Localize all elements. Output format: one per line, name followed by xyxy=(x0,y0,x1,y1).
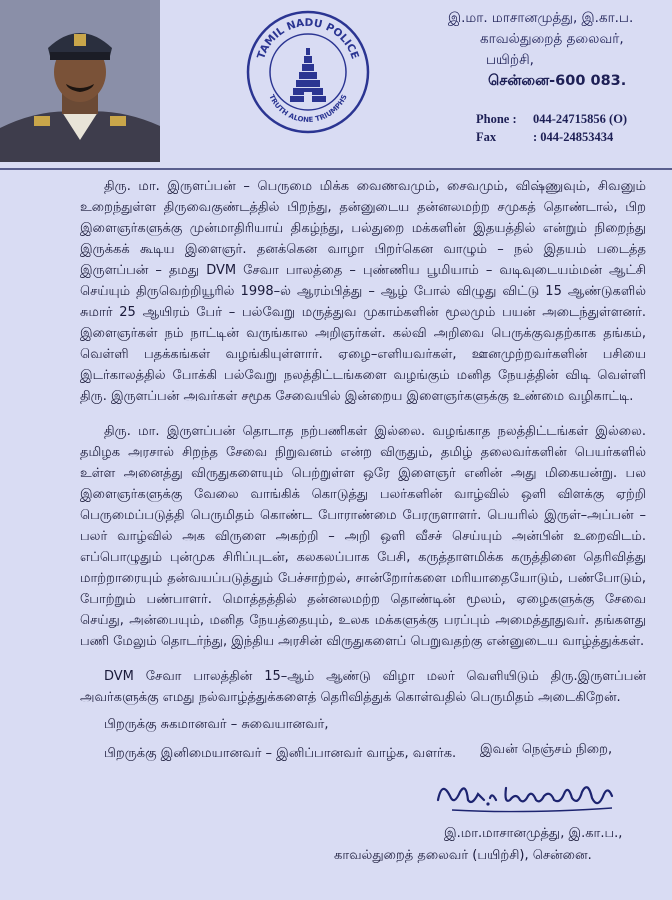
body-paragraph-2: திரு. மா. இருளப்பன் தொடாத நற்பணிகள் இல்லை. வழங்காத நலத்திட்டங்கள் இல்லை. தமிழக அரசால் சிறந்த சேவை நிறுவனம் என்ற விருதும், தமிழ் தலைவர்களின் பெயர்களில் உள்ள அனைத்து விருதுகளையும் பெற்றுள்ள ஒரே இளைஞர் எனின் அது மிகையன்று. பல இளைஞர்களுக்கு வேலை வாங்கிக் கொடுத்து பலர்களின் வாழ்வில் ஒளி விளக்கு ஏற்றி பெருமைப்படுத்தி பெருமிதம் கொண்ட போராண்மை பேரருளாளர். பெயரில் இருள்–அப்பன் – பலர் வாழ்வில் அக விருளை அகற்றி – அறி ஒளி வீசச் செய்யும் அன்பின் உறைவிடம். எப்பொழுதும் புன்முக சிரிப்புடன், கலகலப்பாக பேசி, கருத்தாளமிக்க கருத்தினை தெரிவித்து மாற்றாரையும் தன்வயப்படுத்தும் பேச்சாற்றல், சான்றோர்களை மரியாதையோடும், பண்போடும், போற்றும் பண்பாளர். மொத்தத்தில் தன்னலமற்ற தொண்டின் மூலம், ஏழைகளுக்கு சேவை செய்து, அன்பையும், மனித நேயத்தையும், உலக மக்களுக்கு பரப்பும் அமைத்தூதுவர். தங்களது பணி மேலும் தொடர்ந்து, இந்திய அரசின் விருதுகளைப் பெறுவதற்கு என்னுடைய வாழ்த்துக்கள். xyxy=(80,424,646,649)
verse-line-2: பிறருக்கு இனிமையானவர் – இனிப்பானவர் வாழ்க, வளர்க. xyxy=(104,746,457,761)
emblem-bottom-text: TRUTH ALONE TRIUMPHS xyxy=(267,93,349,125)
body-paragraph-1: திரு. மா. இருளப்பன் – பெருமை மிக்க வைணவமும், சைவமும், விஷ்ணுவும், சிவனும் உறைந்துள்ள திருவைகுண்டத்தில் பிறந்து, தன்னுடைய தன்னலமற்ற சமுகத் தொண்டால், பிற இளைஞர்களுக்கு முன்மாதிரியாய் திகழ்ந்து, பல்துறை மக்களின் இதயத்தில் என்றும் நிறைந்து இருக்கக் கூடிய இளைஞர். தனக்கென வாழா பிறர்கென வாழும் – நல் இதயம் படைத்த இருளப்பன் – தமது DVM சேவா பாலத்தை – புண்ணிய பூமியாம் – வடிவுடையம்மன் ஆட்சி செய்யும் திருவெற்றியூரில் 1998–ல் ஆரம்பித்து – ஆழ் போல் விழுது விட்டு 15 ஆண்டுகளில் சுமார் 25 ஆயிரம் பேர் – பல்வேறு மருத்துவ முகாம்களின் மூலமும் பயன் அடைந்துள்ளனர். இளைஞர்கள் நம் நாட்டின் வருங்கால அறிஞர்கள். கல்வி அறிவை பெருக்குவதற்காக தங்கம், வெள்ளி பதக்கங்கள் வழங்கியுள்ளார். ஏழை–எளியவர்கள், ஊனமுற்றவர்களின் பசியை இடர்காலத்தில் போக்கி பல்வேறு நலத்திட்டங்களை வழங்கும் மனித நேயத்தின் விடி வெள்ளி திரு. இருளப்பன் அவர்கள் சமூக சேவையில் இன்றைய இளைஞர்களுக்கு உண்மை வழிகாட்டி. xyxy=(80,179,646,404)
address-line-department: பயிற்சி, xyxy=(486,52,534,68)
header-divider xyxy=(0,168,672,170)
sign-off: இவன் நெஞ்சம் நிறை, xyxy=(480,742,613,757)
verse-line-1: பிறருக்கு சுகமானவர் – சுவையானவர், xyxy=(104,717,329,732)
officer-photo xyxy=(0,0,160,162)
letter-body xyxy=(80,176,646,772)
phone-value: 044-24715856 (O) xyxy=(533,112,628,126)
phone-label: Phone : xyxy=(476,112,517,126)
address-line-city: சென்னை-600 083. xyxy=(488,73,627,89)
fax-label: Fax xyxy=(476,130,497,144)
body-paragraph-3: DVM சேவா பாலத்தின் 15–ஆம் ஆண்டு விழா மலர் வெளியிடும் திரு.இருளப்பன் அவர்களுக்கு எமது நல்வாழ்த்துக்களைத் தெரிவித்துக் கொள்வதில் பெருமிதம் அடைகிறேன். xyxy=(80,669,646,705)
emblem-top-text: TAMIL NADU POLICE xyxy=(255,16,361,61)
sender-address xyxy=(448,8,668,92)
signatory-designation: காவல்துறைத் தலைவர் (பயிற்சி), சென்னை. xyxy=(334,848,592,863)
letterhead xyxy=(0,0,672,170)
contact-block xyxy=(476,110,672,146)
address-line-designation: காவல்துறைத் தலைவர், xyxy=(480,31,624,47)
handwritten-signature xyxy=(432,770,642,818)
temple-gopuram-icon xyxy=(290,48,326,102)
signatory-name: இ.மா.மாசானமுத்து, இ.கா.ப., xyxy=(444,826,623,841)
address-line-name: இ.மா. மாசானமுத்து, இ.கா.ப. xyxy=(448,10,634,26)
tamil-nadu-police-emblem xyxy=(244,8,372,136)
fax-value: : 044-24853434 xyxy=(533,130,614,144)
fax-row xyxy=(476,128,672,146)
phone-row xyxy=(476,110,672,128)
letter-closing xyxy=(0,730,672,900)
